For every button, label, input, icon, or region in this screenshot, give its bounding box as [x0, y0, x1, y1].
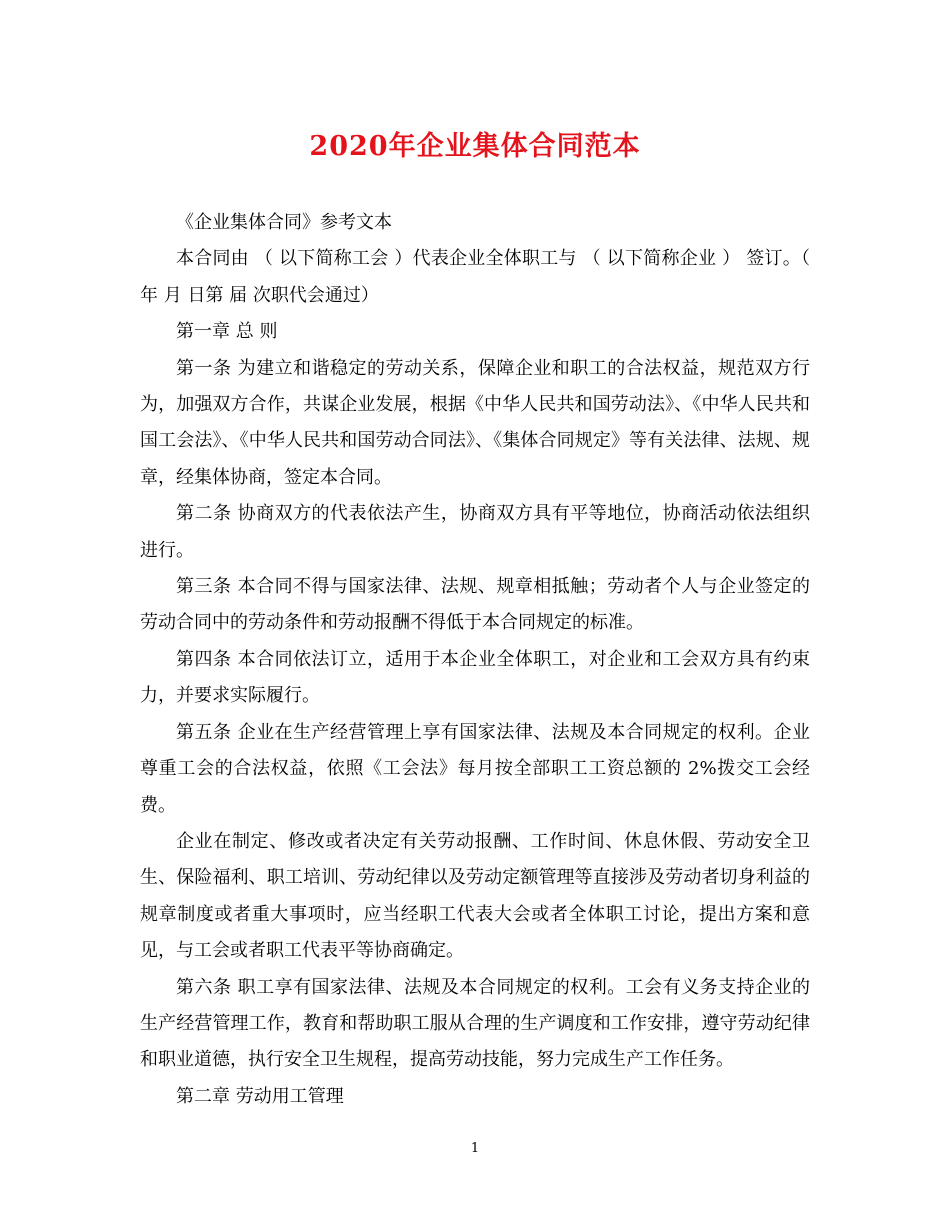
document-title: 2020年企业集体合同范本: [309, 131, 641, 162]
page-number: 1: [470, 1141, 480, 1156]
article-6: 第六条 职工享有国家法律、法规及本合同规定的权利。工会有义务支持企业的生产经营管理工作，教育和帮助职工服从合理的生产调度和工作安排，遵守劳动纪律和职业道德，执行安全卫生规程，提高劳动技能，努力完成生产工作任务。: [140, 976, 810, 1071]
article-3: 第三条 本合同不得与国家法律、法规、规章相抵触；劳动者个人与企业签定的劳动合同中的劳动条件和劳动报酬不得低于本合同规定的标准。: [140, 576, 810, 634]
article-2: 第二条 协商双方的代表依法产生，协商双方具有平等地位，协商活动依法组织进行。: [140, 503, 810, 561]
chapter-1-heading: 第一章 总 则: [176, 321, 278, 343]
article-4: 第四条 本合同依法订立，适用于本企业全体职工，对企业和工会双方具有约束力，并要求实际履行。: [140, 648, 810, 707]
paragraph-signing-parties: 本合同由 （ 以下简称工会 ）代表企业全体职工与 （ 以下简称企业 ） 签订。（ 年 月 日第 届 次职代会通过）: [140, 248, 810, 306]
article-5: 第五条 企业在生产经营管理上享有国家法律、法规及本合同规定的权利。企业尊重工会的合法权益，依照《工会法》每月按全部职工工资总额的 2%拨交工会经费。: [140, 721, 810, 816]
document-body: [140, 205, 810, 1115]
paragraph-reference-text: 《企业集体合同》参考文本: [176, 212, 392, 233]
chapter-2-heading: 第二章 劳动用工管理: [176, 1085, 344, 1107]
article-5-continued: 企业在制定、修改或者决定有关劳动报酬、工作时间、休息休假、劳动安全卫生、保险福利、职工培训、劳动纪律以及劳动定额管理等直接涉及劳动者切身利益的规章制度或者重大事项时，应当经职工代表大会或者全体职工讨论，提出方案和意见，与工会或者职工代表平等协商确定。: [140, 830, 810, 962]
article-1: 第一条 为建立和谐稳定的劳动关系，保障企业和职工的合法权益，规范双方行为，加强双方合作，共谋企业发展，根据《中华人民共和国劳动法》、《中华人民共和国工会法》、《中华人民共和国劳动合同法》、《集体合同规定》等有关法律、法规、规章，经集体协商，签定本合同。: [140, 357, 810, 488]
